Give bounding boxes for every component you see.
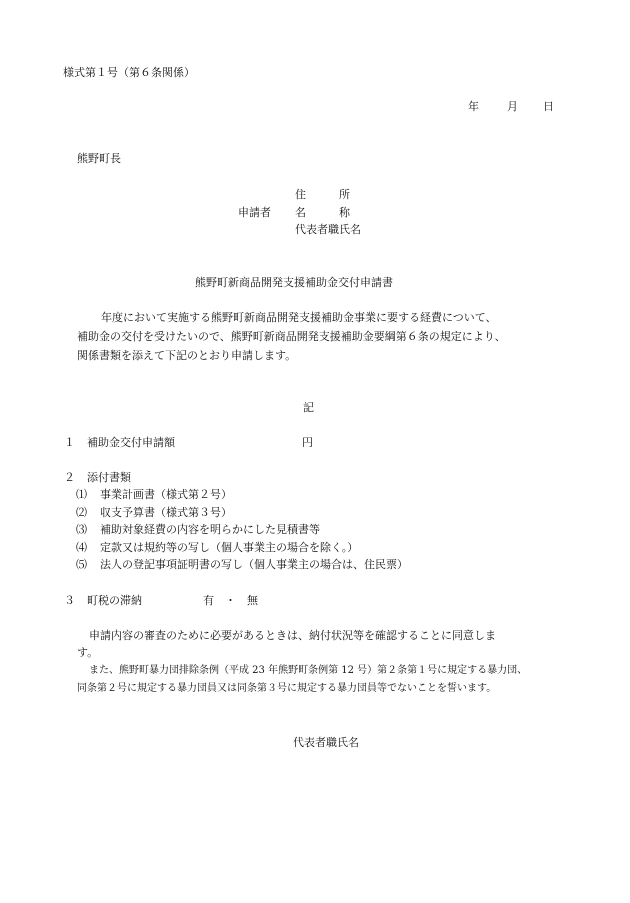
item1-label: 補助金交付申請額 (87, 436, 175, 449)
date-year: 年 (468, 100, 479, 113)
applicant-name-label: 名 称 (295, 206, 350, 219)
attachment-2-text: 収支予算書（様式第３号） (100, 506, 232, 519)
oath-line-1: また、熊野町暴力団排除条例（平成 23 年熊野町条例第 12 号）第２条第１号に規定する暴力団、 (89, 665, 528, 676)
item3-number: ３ (64, 594, 75, 607)
date-day: 日 (543, 100, 554, 113)
attachment-5-number: ⑸ (76, 558, 87, 571)
consent-line-2: す。 (77, 646, 99, 659)
intro-line-1: 年度において実施する熊野町新商品開発支援補助金事業に要する経費について、 (101, 311, 497, 324)
addressee: 熊野町長 (77, 152, 121, 165)
oath-line-2: 同条第２号に規定する暴力団員又は同条第３号に規定する暴力団員等でないことを誓います。 (77, 683, 497, 694)
item1-unit: 円 (302, 436, 313, 449)
signature-label: 代表者職氏名 (293, 736, 359, 749)
item3-label: 町税の滞納 (87, 594, 142, 607)
document-title: 熊野町新商品開発支援補助金交付申請書 (195, 276, 393, 289)
ki-heading: 記 (303, 401, 314, 414)
intro-line-3: 関係書類を添えて下記のとおり申請します。 (77, 349, 297, 362)
attachment-1-number: ⑴ (76, 488, 87, 501)
consent-line-1: 申請内容の審査のために必要があるときは、納付状況等を確認することに同意しま (89, 629, 496, 642)
date-month: 月 (507, 100, 518, 113)
applicant-label: 申請者 (238, 206, 271, 219)
attachment-4-number: ⑷ (76, 541, 87, 554)
item2-number: ２ (64, 471, 75, 484)
attachment-2-number: ⑵ (76, 506, 87, 519)
applicant-representative-label: 代表者職氏名 (295, 223, 361, 236)
item2-label: 添付書類 (87, 471, 131, 484)
attachment-3-number: ⑶ (76, 523, 87, 536)
applicant-address-label: 住 所 (295, 188, 350, 201)
attachment-3-text: 補助対象経費の内容を明らかにした見積書等 (100, 523, 320, 536)
attachment-5-text: 法人の登記事項証明書の写し（個人事業主の場合は、住民票） (100, 558, 408, 571)
intro-line-2: 補助金の交付を受けたいので、熊野町新商品開発支援補助金要綱第６条の規定により、 (77, 330, 506, 343)
attachment-1-text: 事業計画書（様式第２号） (100, 488, 232, 501)
item1-number: １ (64, 436, 75, 449)
item3-options: 有 ・ 無 (203, 594, 258, 607)
form-number: 様式第１号（第６条関係） (63, 66, 195, 79)
attachment-4-text: 定款又は規約等の写し（個人事業主の場合を除く。） (100, 541, 359, 554)
